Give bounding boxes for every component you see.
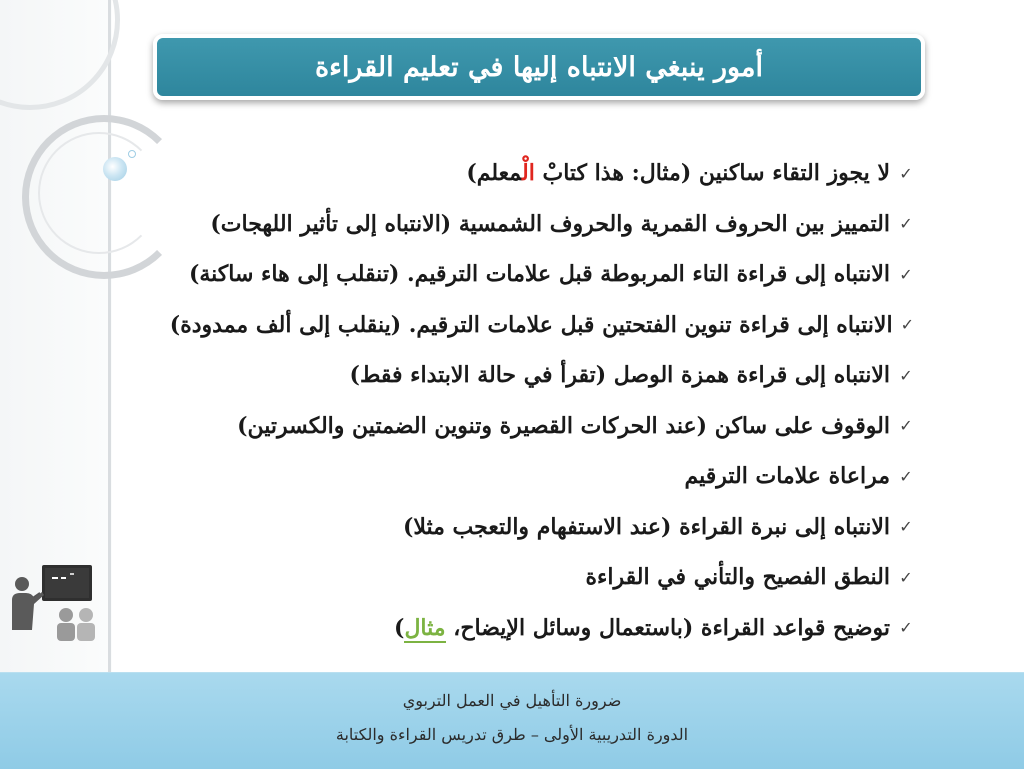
bullet-text bbox=[394, 615, 890, 641]
text-segment: الوقوف على ساكن (عند الحركات القصيرة وتنوين الضمتين والكسرتين) bbox=[237, 412, 890, 439]
bullet-text bbox=[350, 362, 890, 388]
list-item bbox=[174, 148, 914, 199]
text-segment: النطق الفصيح والتأني في القراءة bbox=[585, 564, 890, 591]
bullet-text bbox=[210, 211, 890, 237]
bullet-list bbox=[169, 148, 914, 653]
list-item bbox=[174, 451, 914, 502]
text-segment: مراعاة علامات الترقيم bbox=[684, 463, 890, 490]
text-segment: لا يجوز التقاء ساكنين (مثال: هذا كتابْ bbox=[534, 160, 890, 187]
list-item bbox=[174, 401, 914, 452]
bullet-text bbox=[189, 261, 890, 287]
text-segment: الانتباه إلى قراءة التاء المربوطة قبل علامات الترقيم. (تنقلب إلى هاء ساكنة) bbox=[188, 261, 890, 288]
checkmark-icon: ✓ bbox=[900, 315, 914, 335]
text-segment: الانتباه إلى قراءة تنوين الفتحتين قبل علامات الترقيم. (ينقلب إلى ألف ممدودة) bbox=[169, 311, 893, 338]
bullet-text bbox=[403, 514, 890, 540]
checkmark-icon: ✓ bbox=[899, 163, 913, 183]
text-segment: الانتباه إلى قراءة همزة الوصل (تقرأ في حالة الابتداء فقط) bbox=[349, 362, 890, 389]
highlight-red: الْ bbox=[522, 160, 535, 187]
checkmark-icon: ✓ bbox=[899, 517, 913, 537]
decorative-small-bubble bbox=[128, 150, 136, 158]
footer-course-title: الدورة التدريبية الأولى – طرق تدريس القراءة والكتابة bbox=[335, 725, 689, 744]
list-item bbox=[169, 300, 914, 351]
bullet-text bbox=[466, 160, 890, 186]
decorative-bubble bbox=[103, 157, 127, 181]
list-item bbox=[174, 552, 914, 603]
checkmark-icon: ✓ bbox=[899, 416, 913, 436]
slide-title: أمور ينبغي الانتباه إليها في تعليم القراءة bbox=[315, 51, 763, 83]
left-divider-line bbox=[108, 0, 111, 672]
list-item bbox=[174, 603, 914, 654]
slide-footer bbox=[0, 672, 1024, 769]
bullet-text bbox=[585, 564, 890, 590]
slide-title-box bbox=[153, 34, 925, 100]
checkmark-icon: ✓ bbox=[899, 214, 913, 234]
checkmark-icon: ✓ bbox=[899, 618, 913, 638]
list-item bbox=[174, 199, 914, 250]
checkmark-icon: ✓ bbox=[899, 567, 913, 587]
checkmark-icon: ✓ bbox=[899, 264, 913, 284]
text-segment: ) bbox=[394, 614, 405, 641]
highlight-green: مثال bbox=[404, 614, 446, 641]
decorative-arc-inner bbox=[38, 132, 160, 254]
bullet-text bbox=[684, 463, 890, 489]
teacher-at-board-icon bbox=[8, 560, 108, 645]
checkmark-icon: ✓ bbox=[899, 466, 913, 486]
list-item bbox=[174, 502, 914, 553]
text-segment: توضيح قواعد القراءة (باستعمال وسائل الإيضاح، bbox=[445, 614, 890, 641]
bullet-text bbox=[170, 312, 893, 338]
footer-subtitle: ضرورة التأهيل في العمل التربوي bbox=[402, 691, 622, 710]
text-segment: معلم) bbox=[466, 160, 522, 187]
checkmark-icon: ✓ bbox=[899, 365, 913, 385]
bullet-text bbox=[237, 413, 890, 439]
text-segment: التمييز بين الحروف القمرية والحروف الشمسية (الانتباه إلى تأثير اللهجات) bbox=[210, 210, 890, 237]
list-item bbox=[174, 350, 914, 401]
list-item bbox=[174, 249, 914, 300]
text-segment: الانتباه إلى نبرة القراءة (عند الاستفهام والتعجب مثلا) bbox=[402, 513, 890, 540]
